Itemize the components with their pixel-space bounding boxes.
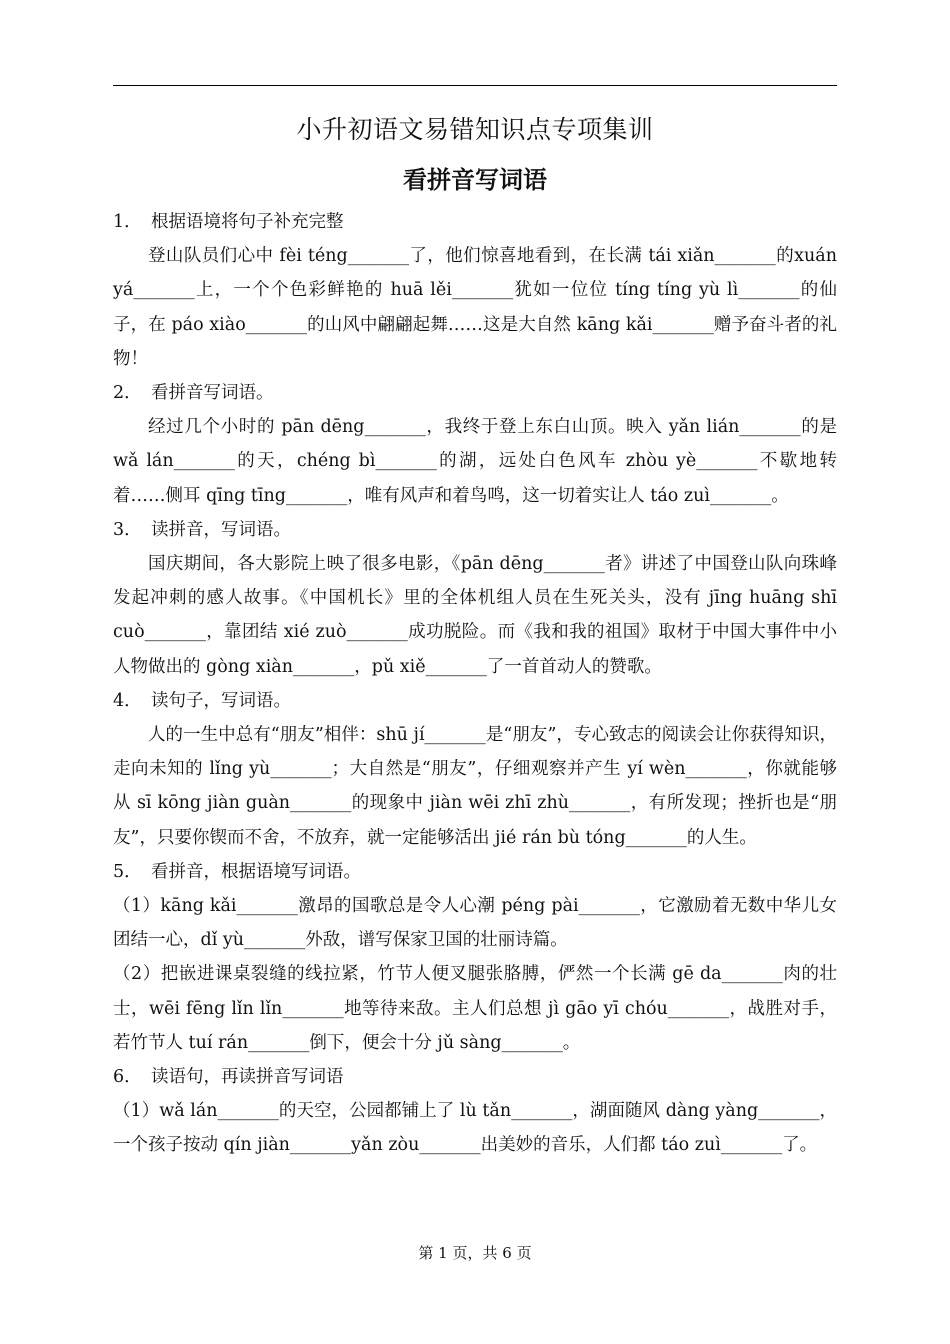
question-prompt: 看拼音写词语。 <box>151 383 274 404</box>
question-prompt: 读语句，再读拼音写词语 <box>151 1067 344 1088</box>
question-6-part-1: （1）wǎ lán_______的天空，公园都铺上了 lù tǎn_______，湖面随风 dàng yàng_______，一个孩子按动 qín jiàn_______yǎn zòu_______出美妙的音乐，人们都 táo zuì_______了。 <box>113 1101 837 1156</box>
document-title: 小升初语文易错知识点专项集训 <box>296 115 654 144</box>
question-5-heading <box>113 855 837 889</box>
question-1-heading <box>113 205 837 239</box>
question-2-text: 经过几个小时的 pān dēng_______，我终于登上东白山顶。映入 yǎn lián_______的是 wǎ lán_______的天，chéng bì_______的湖，远处白色风车 zhòu yè_______不歇地转着……侧耳 qīng tīng_______，唯有风声和着鸟鸣，这一切着实让人 táo zuì_______。 <box>113 417 837 506</box>
page-footer: 第 1 页，共 6 页 <box>418 1244 532 1262</box>
question-prompt: 读句子，写词语。 <box>151 690 291 711</box>
question-number: 6． <box>113 1067 142 1088</box>
question-1-text: 登山队员们心中 fèi téng_______了，他们惊喜地看到，在长满 tái xiǎn_______的xuán yá_______上，一个个色彩鲜艳的 huā lěi_______犹如一位位 tíng tíng yù lì_______的仙子，在 páo xiào_______的山风中翩翩起舞……这是大自然 kāng kǎi_______赠予奋斗者的礼物！ <box>113 246 837 369</box>
question-number: 3． <box>113 519 142 540</box>
question-number: 1． <box>113 212 142 232</box>
question-3-heading <box>113 513 837 547</box>
question-prompt: 读拼音，写词语。 <box>151 519 291 540</box>
question-3-text: 国庆期间，各大影院上映了很多电影，《pān dēng_______者》讲述了中国登山队向珠峰发起冲刺的感人故事。《中国机长》里的全体机组人员在生死关头，没有 jīng huāng shī cuò_______，靠团结 xié zuò_______成功脱险。而《我和我的祖国》取材于中国大事件中小人物做出的 gòng xiàn_______，pǔ xiě_______了一首首动人的赞歌。 <box>113 554 837 677</box>
question-4-text: 人的一生中总有“朋友”相伴：shū jí_______是“朋友”，专心致志的阅读会让你获得知识，走向未知的 lǐng yù_______；大自然是“朋友”，仔细观察并产生 yí wèn_______，你就能够从 sī kōng jiàn guàn_______的现象中 jiàn wēi zhī zhù_______，有所发现；挫折也是“朋友”，只要你锲而不舍，不放弃，就一定能够活出 jié rán bù tóng_______的人生。 <box>113 725 837 848</box>
header-rule <box>113 85 837 86</box>
question-5-part-1: （1）kāng kǎi_______激昂的国歌总是令人心潮 péng pài_______，它激励着无数中华儿女团结一心，dǐ yù_______外敌，谱写保家卫国的壮丽诗篇。 <box>113 896 837 951</box>
question-4-heading <box>113 684 837 718</box>
question-prompt: 根据语境将句子补充完整 <box>151 212 344 232</box>
section-title: 看拼音写词语 <box>403 166 547 194</box>
question-number: 2． <box>113 383 142 404</box>
question-2-heading <box>113 376 837 410</box>
question-number: 5． <box>113 861 142 882</box>
question-prompt: 看拼音，根据语境写词语。 <box>151 861 361 882</box>
question-5-part-2: （2）把嵌进课桌裂缝的线拉紧，竹节人便叉腿张胳膊，俨然一个长满 gē da_______肉的壮士，wēi fēng lǐn lǐn_______地等待来敌。主人们总想 jì gāo yī chóu_______，战胜对手，若竹节人 tuí rán_______倒下，便会十分 jǔ sàng_______。 <box>113 964 837 1053</box>
question-number: 4． <box>113 690 142 711</box>
question-list <box>113 205 837 1163</box>
question-6-heading <box>113 1060 837 1094</box>
